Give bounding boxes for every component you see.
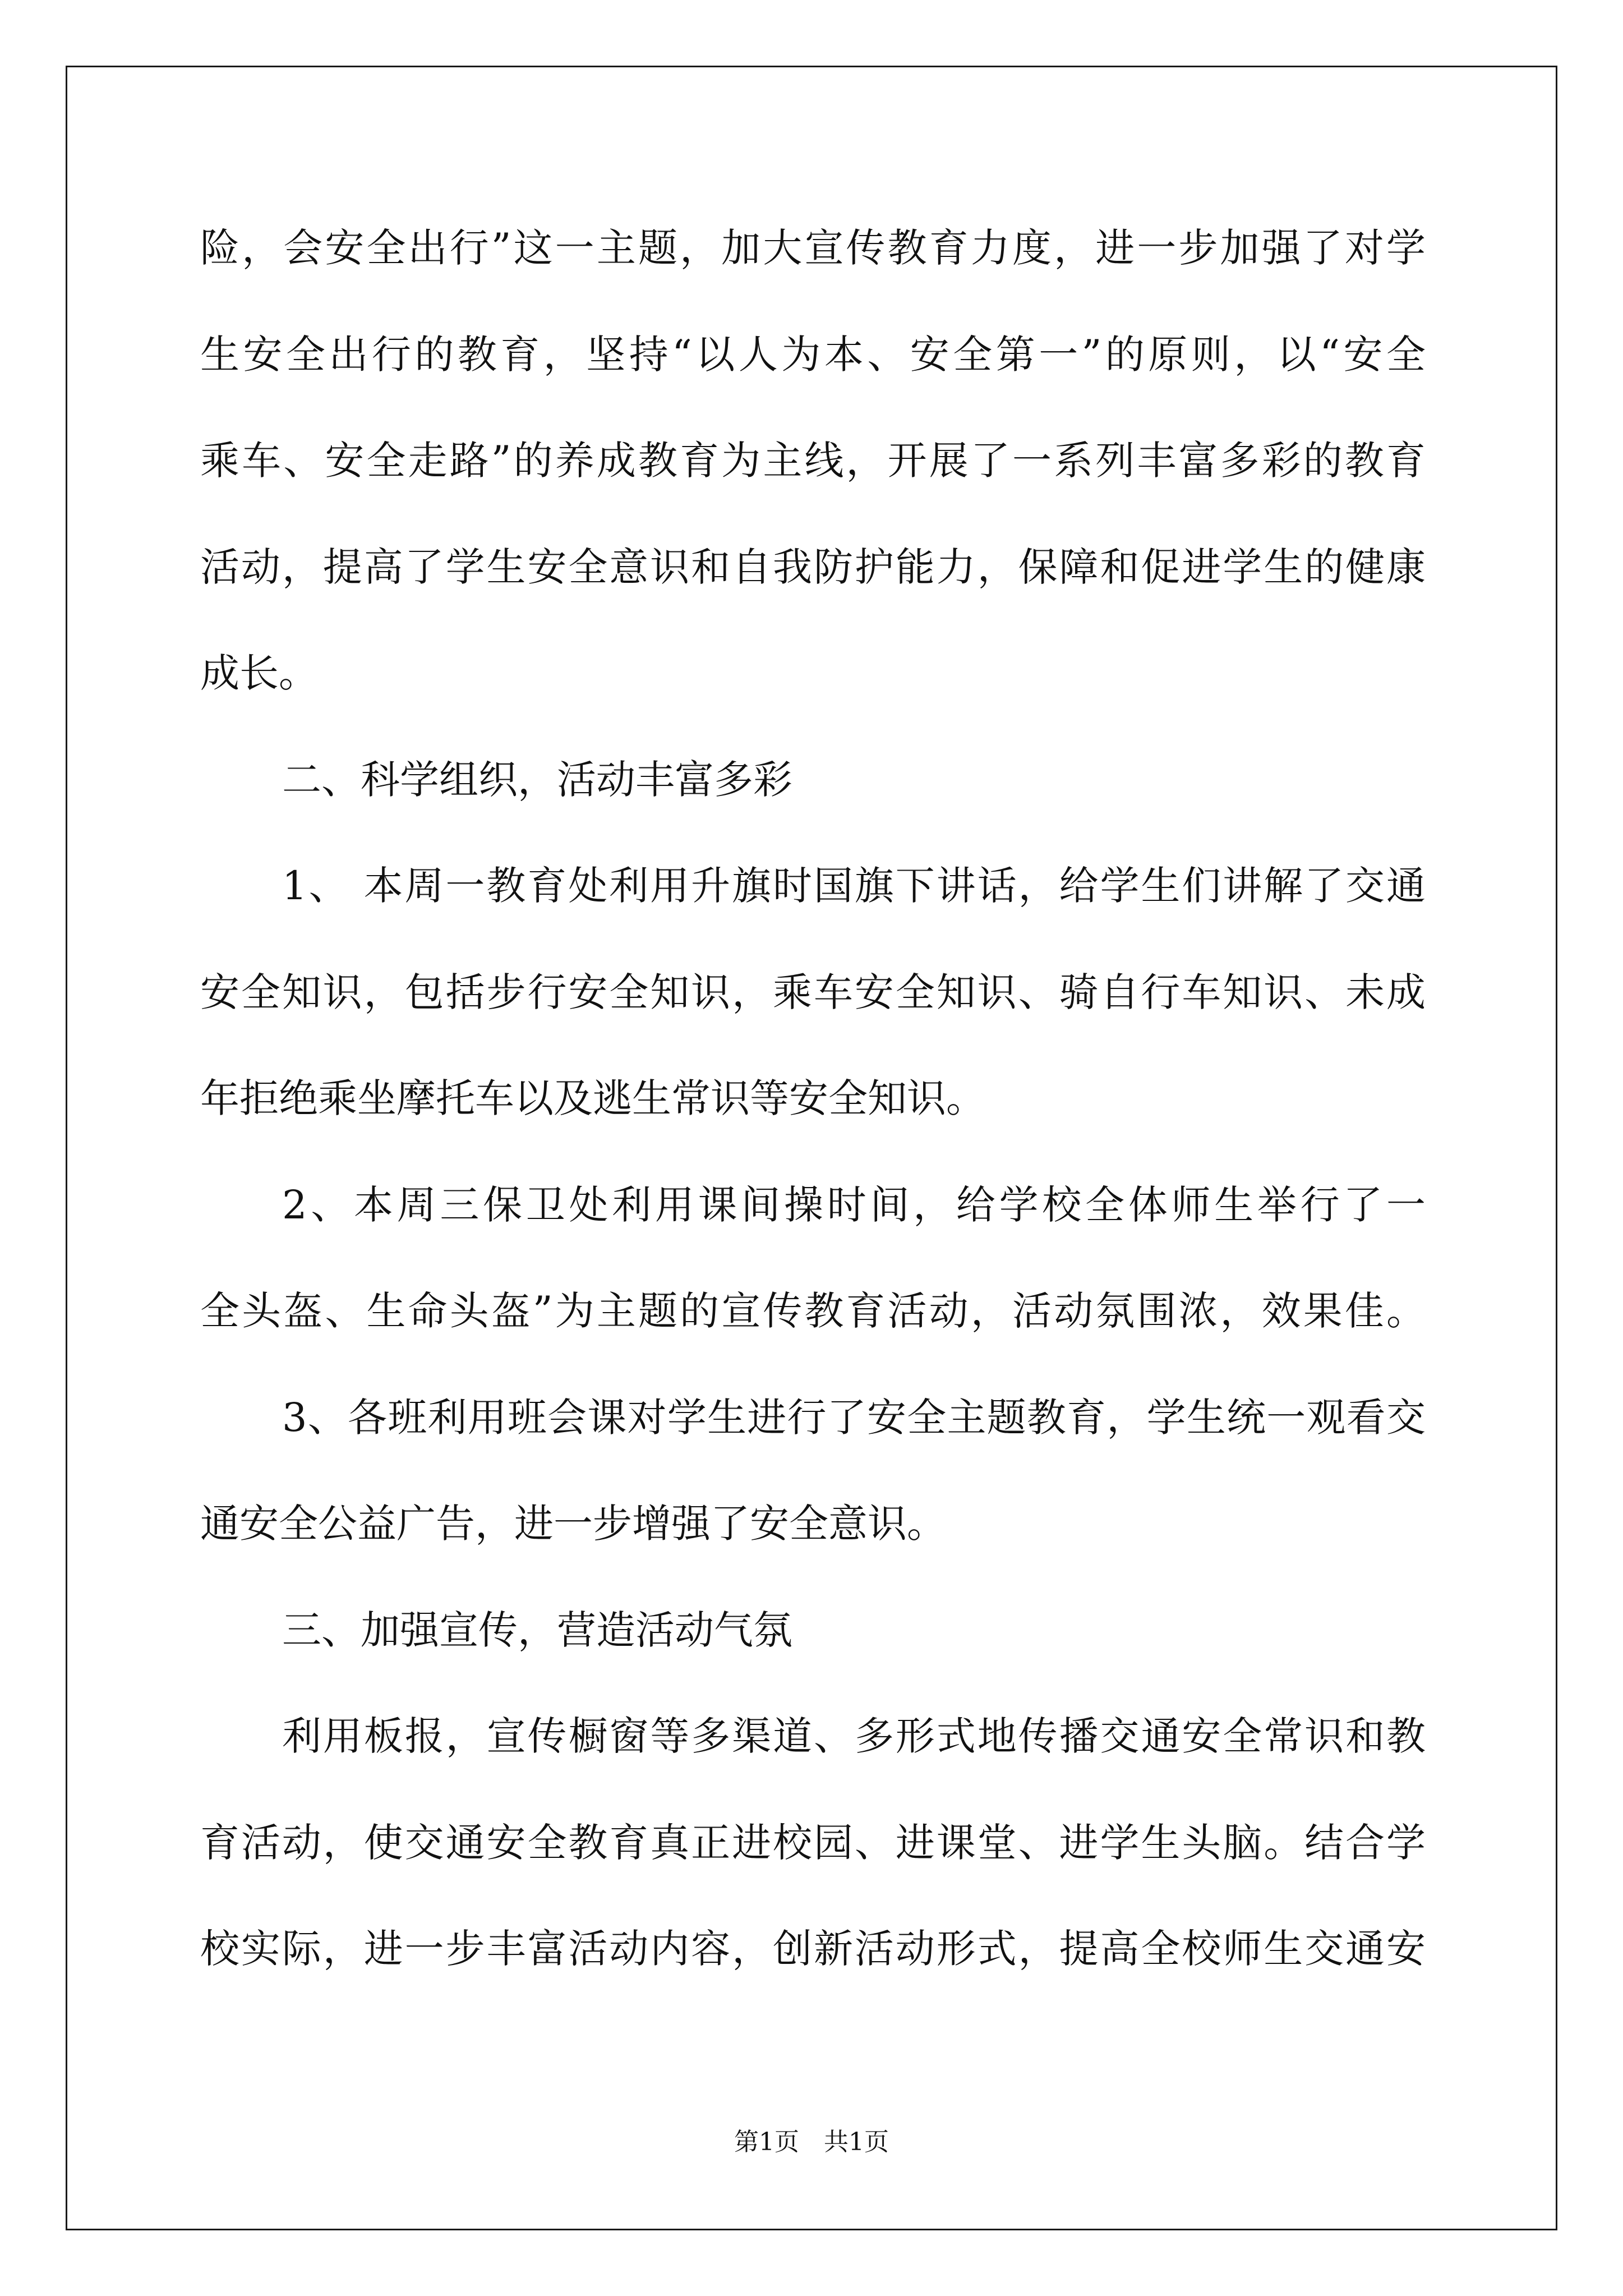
page-footer: 第1页 共1页 xyxy=(734,2128,889,2156)
section-heading-text: 三、加强宣传，营造活动气氛 xyxy=(282,1607,792,1653)
text-line: 通安全公益广告，进一步增强了安全意识。 xyxy=(200,1501,946,1547)
paragraph xyxy=(200,1683,1426,2003)
paragraph xyxy=(200,1365,1426,1577)
text-line: 成长。 xyxy=(200,650,318,696)
text-line: 乘车、安全走路”的养成教育为主线，开展了一系列丰富多彩的教育 xyxy=(200,438,1426,484)
text-line: 1、 本周一教育处利用升旗时国旗下讲话，给学生们讲解了交通 xyxy=(282,863,1426,909)
text-line: 生安全出行的教育，坚持“以人为本、安全第一”的原则，以“安全 xyxy=(200,331,1426,378)
text-line: 安全知识，包括步行安全知识，乘车安全知识、骑自行车知识、未成 xyxy=(200,969,1426,1015)
text-line: 2、本周三保卫处利用课间操时间，给学校全体师生举行了一 xyxy=(282,1181,1426,1228)
section-heading-text: 二、科学组织，活动丰富多彩 xyxy=(282,756,792,803)
section-heading xyxy=(200,1577,1426,1684)
section-heading xyxy=(200,727,1426,834)
text-line: 3、各班利用班会课对学生进行了安全主题教育，学生统一观看交 xyxy=(282,1394,1426,1441)
paragraph xyxy=(200,195,1426,727)
text-line: 全头盔、生命头盔”为主题的宣传教育活动，活动氛围浓，效果佳。 xyxy=(200,1288,1426,1334)
text-line: 育活动，使交通安全教育真正进校园、进课堂、进学生头脑。结合学 xyxy=(200,1819,1426,1866)
text-line: 年拒绝乘坐摩托车以及逃生常识等安全知识。 xyxy=(200,1075,985,1121)
text-line: 活动，提高了学生安全意识和自我防护能力，保障和促进学生的健康 xyxy=(200,544,1426,590)
text-line: 校实际，进一步丰富活动内容，创新活动形式，提高全校师生交通安 xyxy=(200,1926,1426,1972)
paragraph xyxy=(200,833,1426,1152)
text-line: 利用板报，宣传橱窗等多渠道、多形式地传播交通安全常识和教 xyxy=(282,1713,1426,1759)
paragraph xyxy=(200,1152,1426,1365)
document-body xyxy=(200,195,1426,2003)
text-line: 险，会安全出行”这一主题，加大宣传教育力度，进一步加强了对学 xyxy=(200,225,1426,271)
